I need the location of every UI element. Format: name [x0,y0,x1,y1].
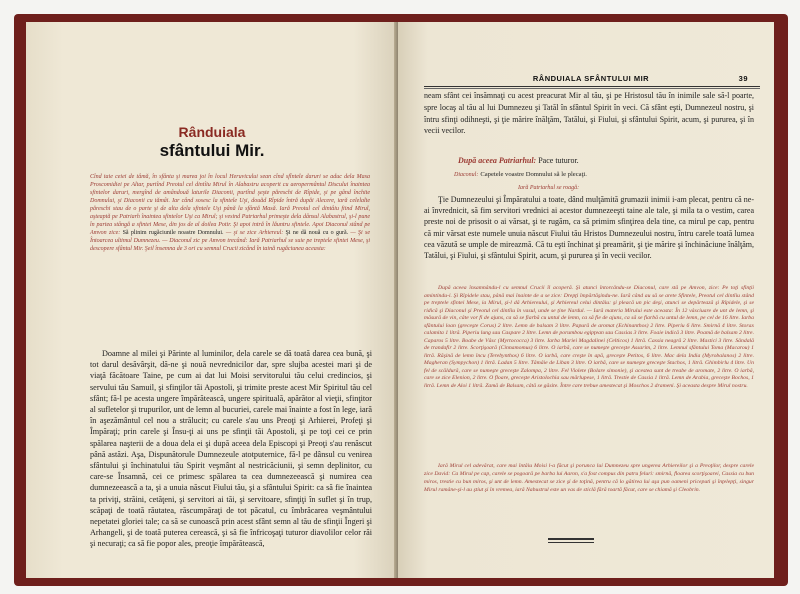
after-text: Pace tuturor. [538,156,579,165]
intro-ecphonesis: Şi ne dă nouă cu o gură. [285,230,349,236]
prayer-continuation: neam sfânt cei însămnaţi cu acest preacurat Mir al tău, şi pe Hristosul tău în inimile sale să-l poarte, spre locaş al tău al lui Dumnezeu şi Tatăl în sfântul Spirit în veci. Că sfânt eşti, Dumnezeul nostru, şi întru sfinţi odihneşti, şi ţie mărire înălţăm, Tatălui, şi Fiului, şi sfântului Spirit, acum, şi pururea, şi în vecii vecilor. [424,91,754,136]
deacon-rubric: Diaconul: [454,172,479,178]
intro-rubric [90,173,370,253]
true-myrrh-rubric: Iară Mirul cel adevărat, care mai întâiu Moisi l-a făcut şi porunca lui Dumnezeu spre ungerea Arhiereilor şi a Preoţilor, despre carele zice David: Ca Mirul pe cap, carele se pogoară pe barba lui Aaron, s'a fost compus din patru feluri: smirnă, floarea scorţişoarei, Cassia cu bun miros, trestie cu bun miros, şi unt de lemn. Amestecat se zice şi de toţină, pentru că lo gătirea lui aşa pun oameni priceputi şi înţelepţi, singur Mirul ramâne-şi-l au ştiut şi în vremea, iară Nabustrul este un vas de sticlă fără toartă făcut, care se chiamă şi Cleobrin. [424,463,754,493]
ornament-line-1 [548,538,594,540]
deacon-line [454,169,587,180]
end-ornament [548,538,594,545]
after-line [458,156,579,166]
ornament-line-2 [548,542,594,544]
header-rule-thin [424,88,760,89]
patriarch-prays-line [518,182,579,193]
second-prayer: Ţie Dumnezeului şi Împăratului a toate, dând mulţămită grumazii inimii i-am plecat, pentru că ne-ai învrednicit, să fim servitori vrednici ai acestor dumnezeeşti taine ale tale, şi mila ta o vestim, carea preste noi de prisosit o ai vărsat, şi te rugăm, ca să primim sfinţirea dela tine, ca mirul pe cap, pentru că mir vărsat este numele unuia născut Fiului tău Hristos Dumnezeului nostru, întru carele toată lumea cea văzută se umple de mireazmă. Că tu eşti închinat şi preamărit, şi ţie mărire şi închinăciune înălţăm, Tatălui, şi Fiului, şi sfântului Spirit, acum, şi pururea şi în vecii vecilor. [424,195,754,261]
right-page [398,22,774,578]
materials-rubric: După aceea însamnându-l cu semnul Crucii îl acoperă. Şi atunci întorcându-se Diaconul, care stă pe Amvon, zice: Pe toţi sfinţii amintindu-i. Şi Rîpidele stau, până mai înainte de a se zice: Drepţi împărtăşindu-ne. Iară când au să se arete Sfintele, Preotul cel dintîiu stând pe treptele sfintei Mese, ia Mirul, şi-l dă Arhiereului, şi Arhiereul celui dintâiu: şi pleacă un pic deşi, atunci se depărtează şi Rîpidele, şi se ridică şi Diaconul şi Preotul cel dintîiu în vasul, unde se ține Nardul. — Iară materia Mirului este aceasta: În 12 vâsciuare de unt de lemn, şi măsură de vin, câte vor fi de ajuns, ca să se fiarbă cu untul de lemn, ca să fie de ajuns, ca să se fiarbă cu untul de lemn, pe cel de 16 litre. Iarba sfântului loan (greceşte Corus) 2 litre. Lemn de balsam 3 litre. Papură de aromat (Echinanthos) 2 litre. Piperiu 6 litre. Smirnă 4 litre. Storax calamita 1 litră. Piperiu lung sau Caspare 2 litre. Lemn de porumbou egipţean sau Cassias 3 litre. Foaie indică 3 litre. Poamă de balsam 2 litre. Caparos 5 litre. Boabe de Vâsc (Myrtococca) 3 litre. Iarba Mariei Magdalinei (Celticos) 1 litră. Cassia neagră 2 litre. Mastici 3 litre. Sândală de trandafir 2 litre. Scorţişoară (Cinnamomus) 6 litre. O iarbă, care se numeşte greceşte Assarim, 2 litre. Lemnul sfântului Toma (Macarou) 1 litră. Răşină de lemn încu (Terebynthos) 6 litre. O iarbă, care creşte în apă, greceşte Petitos, 6 litre. Mac dela India (Myrobalanos) 2 litre. Magheran (Sympychon) 1 litră. Ladan 5 litre. Tâmâie de Liban 3 litre. O iarbă, care se numeşte greceşte Stachos, 1 litră. Ghimbirlu 4 litre. Un fel de scăldură, care se numeşte greceşte Zalompa, 2 litre. Fel Violete (Bolare simonie), şi acestea sunt de treabe de aromate, 2 litre. O iarbă, care se zice Elenion, 2 litre. O floare, greceşte Aristolochia sau mărlupese, 1 litră. Trestie de Cassia 1 litră. Lemn de Arabia, greceşte Bochos, 1 litră. Lemn de Aloi 1 litră. Zamă de Balsam, câtă se găsite. Între care trebue amestecat şi Moschos 2 drameni. Şi aceasta despre Mirul nostru. [424,285,754,389]
deacon-text: Capetele voastre Domnului să le plecaţi. [480,171,587,178]
intro-rubric-text-3: — Şi se Întoarcea ultimul Dumnezeu. — Diaconul zic pe Amvon trecând: Iară Patriarhul se suie pe treptele sfintei Mese, şi descopere sfântul Mir. Şeil însemna de 3 ori cu semnul Crucii zicând în taină rugăciunea aceasta: [90,230,371,252]
intro-rubric-text-2: — şi se zice Arhiereul: [225,230,284,236]
consecration-prayer: Doamne al milei şi Părinte al luminilor, dela carele se dă toată darea cea bună, şi tot darul desăvârşit, dă-ne şi nouă nevrednicilor dar, spre slujba acestei mari şi de viaţă făcătoare Taine, pe cum ai dat lui Moisi servitorului tău celui credincios, şi servului tău Samuil, şi sfinţilor tăi Apostoli, şi trimite preste acest Mir Spiritul tău cel sfânt; fă-l pe acesta ungere împărătească, ungere spirituală, apărător al vieţii, sfinţitor al sufletelor şi trupurilor, unt de lemn al bucuriei, carele mai înainte a fost în lege, iară în aşezământul cel nou a strălucit; cu carele s'au uns Preoţi şi Arhierei, Profeţi şi Împăraţi; prin carele şi Însu-ţi ai uns pe sfinţii tăi Apostoli, şi pe toţi cei ce prin spălarea naşterii de a doua dela ei şi după aceea dela Episcopi şi Preoţi s'au renăscut până astăzi. Aşa, Dispunătorule Dumnezeule atotputernice, fă-l pe dânsul cu venirea sfântului şi închinatului tău Spirit veşmânt al nestricăciunii, şi semn deplinitor, cu care-se Însamnă, cei ce primesc spălarea ta cea dumnezeească şi numirea cea dumnezeească a ta, şi a unuia născut Fiului tău, şi a sfântului Spirit: ca să fie înaintea ta priviţi, străini, cetăţeni, şi servitori ai tăi, şi servitoare, sfinţiţi în suflet şi în trup, scăpaţi de toată răutatea, răscumpăraţi de tot păcatul, cu îmbrăcarea veşmântului nepetatei gloriei tale; ca să se cunoască prin acest sfânt semn al tău de sfinţii Îngeri şi Arhangeli, şi de toată puterea cerească, şi să fie înfricoşaţi tuturor diavolilor celor răi şi necuraţi; ca să fie popor ales, preoţie împărătească, [90,349,372,549]
chapter-title-main: sfântului Mir. [159,141,265,160]
patriarch-rubric: Iară Patriarhul se roagă: [518,185,580,191]
running-title: RÂNDUIALA SFÂNTULUI MIR [532,74,650,83]
chapter-title-small: Rânduiala [178,124,246,140]
left-page [26,22,398,578]
page-number: 39 [738,74,748,83]
intro-deacon-line: Să plinim rugăciunile noastre Domnului. [122,230,224,236]
after-rubric: După aceea Patriarhul: [458,156,537,165]
header-rule [424,86,760,87]
intro-rubric-text: Cînd taie ceiei de tâmă, în sfânta şi marea joi în locul Heruvicului sean cînd sfîntele daruri se aduc dela Masa Proscomidiei pe Altar, purtînd Preotul cel dintîiu Mirul în Alabastru acoperit cu aeropermântul Discului înaintea sfintelor daruri, mergînd de amândouă laturile Diaconii, purtînd şeşte păreschi de Rîpide, şi pe gând închite Domnului, şi Diaconii cu tămâi. Iar când sosesc la sfintele Uşi, douăd Rîpide întră dupăi Alecere, iară celelalte păreschi stau de o parte şi de alta dela sfintele Uşi până la sfântă Masă. Iară Preotul cel dintâiu fiind Mirul, aşteaptă pe Patriarh înaintea sfintelor Uşi ca Mirul; şi vesind Patriarhul primeşte dela dânsul Alabastrul, şi-l pune în partea stângă a sfintei Mese, din jos de al doilea Potir. Şi apoi intră în lăuntru sfintele. Apoi Diaconul stând pe Amvon zice: [90,174,370,236]
